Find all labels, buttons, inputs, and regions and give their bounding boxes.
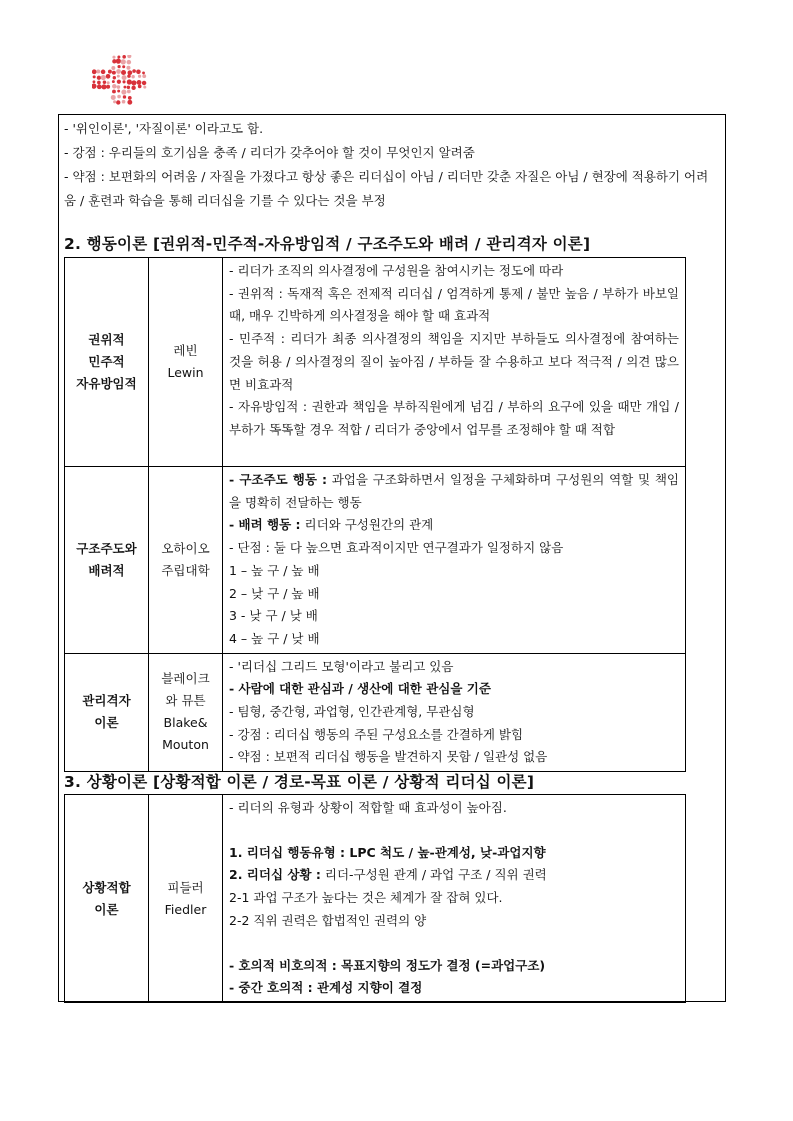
logo-dot	[116, 100, 120, 104]
category-label: 구조주도와	[76, 540, 137, 556]
researcher-label: Mouton	[162, 737, 209, 753]
logo-dot	[132, 69, 136, 73]
logo-dot	[103, 81, 106, 84]
logo-dot	[112, 84, 117, 89]
description-cell	[223, 467, 686, 654]
logo-dot	[127, 55, 131, 58]
section-2-title: 2. 행동이론 [권위적-민주적-자유방임적 / 구조주도와 배려 / 관리격자 이론]	[64, 235, 591, 253]
logo-dot	[106, 85, 110, 89]
description-line: - 리더의 유형과 상황이 적합할 때 효과성이 높아짐.	[229, 800, 507, 815]
description-line: 1. 리더십 행동유형 : LPC 척도 / 높-관계성, 낮-과업지향	[229, 844, 546, 860]
logo-dot	[127, 79, 132, 84]
logo-dot	[138, 85, 142, 89]
logo-dot	[101, 70, 106, 75]
logo-dot	[117, 75, 120, 78]
description-cell	[223, 795, 686, 1003]
logo-dot	[136, 69, 141, 74]
logo-dot	[127, 60, 132, 65]
description-line: - 단점 : 둘 다 높으면 효과적이지만 연구결과가 일정하지 않음	[229, 540, 564, 556]
logo-dot	[121, 70, 126, 75]
logo-dot	[121, 59, 126, 64]
description-line: - 자유방임적 : 권한과 책임을 부하직원에게 넘김 / 부하의 요구에 있을 때만 개입 / 부하가 똑똑할 경우 적합 / 리더가 중앙에서 업무를 조정해야 할 때 적합	[229, 399, 679, 437]
logo-dot	[142, 81, 146, 85]
logo-dot	[101, 75, 106, 80]
category-label: 상황적합	[82, 879, 131, 895]
description-line: 2-2 직위 권력은 합법적인 권력의 양	[229, 912, 427, 928]
category-label: 배려적	[88, 562, 125, 578]
logo-dot	[128, 96, 132, 100]
logo-dot	[107, 81, 110, 84]
logo-dot	[127, 100, 132, 105]
logo-dot	[111, 66, 115, 70]
logo-dot	[117, 95, 121, 99]
logo-dot	[131, 75, 134, 78]
logo-dot	[117, 90, 120, 93]
theory-category-cell	[65, 653, 149, 772]
logo-dot	[93, 75, 96, 78]
logo-dot	[112, 80, 115, 83]
logo-dot	[117, 65, 120, 68]
description-line: - '리더십 그리드 모형'이라고 불리고 있음	[229, 658, 454, 674]
logo-dot	[92, 83, 97, 88]
logo-dot	[123, 86, 126, 89]
researcher-cell	[149, 795, 223, 1003]
logo-dot	[112, 71, 116, 75]
researcher-cell	[149, 467, 223, 654]
logo-dot	[117, 85, 121, 89]
logo-dot	[108, 70, 112, 74]
logo-dot	[127, 74, 131, 78]
logo-dot	[122, 75, 127, 80]
logo-dot	[122, 80, 125, 83]
description-line: - 호의적 비호의적 : 목표지향의 정도가 결정 (=과업구조)	[229, 957, 546, 973]
logo-dot	[123, 95, 126, 98]
logo-dot	[96, 69, 100, 73]
logo-dot	[126, 66, 130, 70]
logo-dot	[113, 100, 116, 103]
theory-category-cell	[65, 795, 149, 1003]
table-row	[65, 258, 686, 467]
researcher-label: Lewin	[167, 365, 204, 380]
researcher-label: 피들러	[167, 879, 204, 895]
logo-dot	[117, 80, 121, 84]
logo-dot	[142, 74, 146, 78]
researcher-cell	[149, 653, 223, 772]
description-line: - 약점 : 보편적 리더십 행동을 발견하지 못함 / 일관성 없음	[229, 749, 548, 765]
researcher-label: 오하이오	[161, 540, 210, 556]
category-label: 이론	[94, 901, 119, 917]
logo-dot	[131, 86, 135, 90]
logo-dot	[112, 90, 116, 94]
logo-dot	[122, 55, 126, 59]
description-line: 4 – 높 구 / 낮 배	[229, 630, 320, 646]
description-line: - 강점 : 리더십 행동의 주된 구성요소를 간결하게 밝힘	[229, 726, 524, 742]
logo-dot	[127, 86, 130, 89]
description-line: 3 - 낮 구 / 낮 배	[229, 608, 318, 624]
logo-dot	[117, 56, 120, 59]
researcher-label: 와 뮤튼	[165, 693, 206, 709]
description-line: - 리더가 조직의 의사결정에 구성원을 참여시키는 정도에 따라	[229, 263, 564, 278]
description-line: - 사람에 대한 관심과 / 생산에 대한 관심을 기준	[229, 681, 491, 697]
logo-dot	[127, 70, 132, 75]
description-cell	[223, 258, 686, 467]
logo-dot	[122, 100, 126, 104]
intro-line: - 강점 : 우리들의 호기심을 충족 / 리더가 갖추어야 할 것이 무엇인지 알려줌	[64, 145, 475, 160]
description-line: - 민주적 : 리더가 최종 의사결정의 책임을 지지만 부하들도 의사결정에 참여하는 것을 허용 / 의사결정의 질이 높아짐 / 부하들 잘 수용하고 보다 적극적 / 의견 많으면 비효과적	[229, 331, 679, 392]
description-line: 2-1 과업 구조가 높다는 것은 체계가 잘 잡혀 있다.	[229, 890, 503, 906]
table-row	[65, 795, 686, 1003]
logo-dot	[97, 84, 102, 89]
logo-dot	[112, 56, 115, 59]
intro-line: - 약점 : 보편화의 어려움 / 자질을 가졌다고 항상 좋은 리더십이 아님 / 리더만 갖춘 자질은 아님 / 현장에 적용하기 어려움 / 훈련과 학습을 통해 리더십을 기를 수 있다는 것을 부정	[64, 169, 709, 208]
theory-category-cell	[65, 258, 149, 467]
logo-dot	[131, 80, 136, 85]
description-cell	[223, 653, 686, 772]
logo-dot	[97, 76, 101, 80]
researcher-label: Fiedler	[164, 901, 207, 917]
researcher-label: Blake&	[163, 715, 208, 731]
researcher-label: 주립대학	[161, 562, 210, 578]
researcher-label: 레빈	[173, 343, 198, 358]
description-line: - 팀형, 중간형, 과업형, 인간관계형, 무관심형	[229, 704, 475, 720]
description-line: 2. 리더십 상황 : 리더-구성원 관계 / 과업 구조 / 직위 권력	[229, 867, 547, 883]
blank-line	[229, 820, 679, 842]
table-row	[65, 467, 686, 654]
logo-dot	[116, 69, 121, 74]
logo-dot	[138, 75, 141, 78]
logo-dot	[122, 65, 125, 68]
logo-dot	[106, 74, 111, 79]
intro-block	[64, 117, 720, 213]
description-line: - 구조주도 행동 : 과업을 구조화하면서 일정을 구체화하며 구성원의 역할 및 책임을 명확히 전달하는 행동	[229, 472, 679, 510]
logo-dot	[137, 80, 142, 85]
behavior-theory-table	[64, 257, 686, 772]
logo-dot	[111, 95, 116, 100]
logo-dot	[121, 90, 126, 95]
logo-dot	[101, 84, 106, 89]
logo-dot	[92, 69, 97, 74]
situation-theory-table	[64, 794, 686, 1003]
description-line: 1 – 높 구 / 높 배	[229, 562, 320, 578]
category-label: 이론	[94, 715, 119, 731]
theory-category-cell	[65, 467, 149, 654]
section-3-title: 3. 상황이론 [상황적합 이론 / 경로-목표 이론 / 상황적 리더십 이론]	[64, 773, 535, 791]
logo-dot	[113, 76, 116, 79]
table-row	[65, 653, 686, 772]
researcher-label: 블레이크	[161, 671, 210, 687]
category-label: 권위적	[88, 332, 125, 347]
category-label: 자유방임적	[76, 376, 137, 391]
logo-dot	[143, 86, 146, 89]
intro-line: - '위인이론', '자질이론' 이라고도 함.	[64, 121, 264, 136]
logo-dot	[93, 80, 96, 83]
red-cross-logo	[92, 55, 148, 107]
logo-dot	[127, 90, 131, 94]
category-label: 민주적	[88, 354, 125, 369]
logo-dot	[142, 72, 145, 75]
description-line: 2 – 낮 구 / 높 배	[229, 585, 320, 601]
researcher-cell	[149, 258, 223, 467]
description-line: - 중간 호의적 : 관계성 지향이 결정	[229, 980, 423, 996]
description-line: - 권위적 : 독재적 혹은 전제적 리더십 / 엄격하게 통제 / 불만 높음 / 부하가 바보일 때, 매우 긴박하게 의사결정을 해야 할 때 효과적	[229, 285, 679, 324]
description-line: - 배려 행동 : 리더와 구성원간의 관계	[229, 517, 434, 533]
logo-dot	[116, 58, 121, 63]
logo-dot	[97, 81, 101, 85]
category-label: 관리격자	[82, 693, 131, 709]
blank-line	[229, 933, 679, 955]
